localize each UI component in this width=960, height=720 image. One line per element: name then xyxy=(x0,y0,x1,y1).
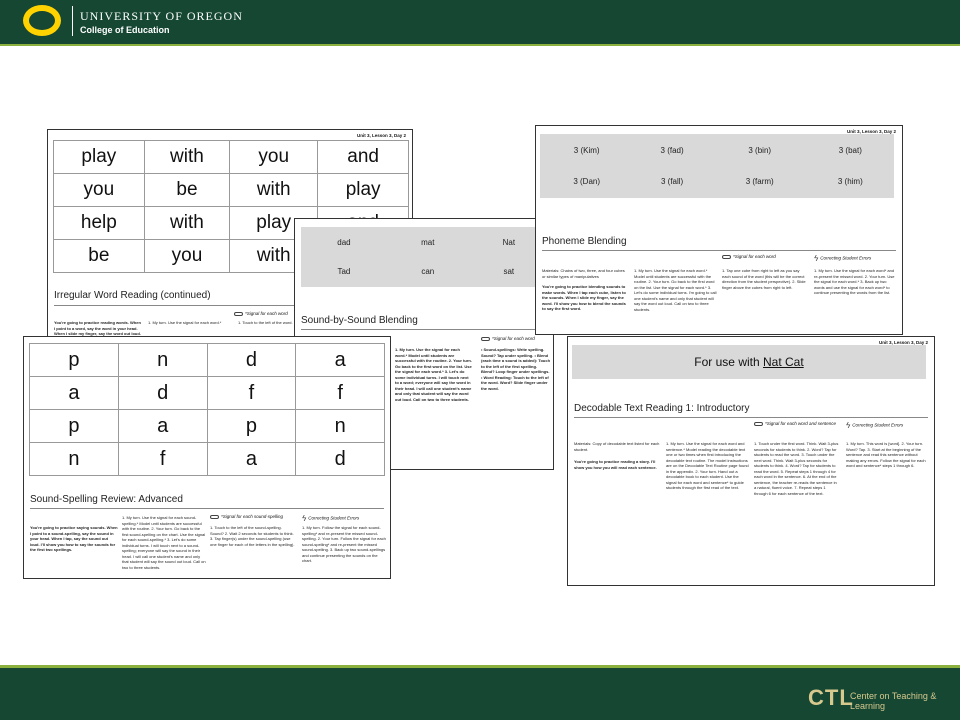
grid-cell: play xyxy=(230,207,318,240)
error-steps-label: 1. My turn. Follow the signal for each sound-spelling* and re-present the missed sound-spelling. 2. Your turn. Follow the signal for each sound-spelling* and re-present the missed sound-spelling. 3. Back up two sound-spellings and continue presenting the sounds on the chart. xyxy=(302,525,386,563)
card-decodable-text-reading xyxy=(567,336,935,586)
pointing-hand-icon xyxy=(722,255,731,259)
title-rule xyxy=(542,250,896,251)
grid-cell: f xyxy=(207,377,296,410)
grid-cell: d xyxy=(296,443,385,476)
grid-cell: you xyxy=(230,141,318,174)
table-row xyxy=(30,443,385,476)
word-banner xyxy=(540,134,894,198)
error-steps-text xyxy=(846,441,930,469)
signal-steps-label: 1. Touch under the first word. Think. Wait 3-plus seconds for students to think. 2. Word? Tap for students to read the word. 3. Touch under the next word. Think. Wait 3-plus seconds for students to think. 4. Word? Tap for students to read the word. 5. Repeat steps 1 through 4 for each word in the sentence. 6. At the end of the sentence, the teacher re-reads the sentence in a natural, fluent voice. 7. Repeat steps 1 through 6 for each sentence of the text. xyxy=(754,441,839,496)
steps-label: 1. My turn. Use the signal for each sound-spelling.* Model until students are successful with the routine. 2. Your turn. Go back to the first sound-spelling on the chart. Use the signal for each sound-spelling.* 3. Let's do some individual turns. I will touch next to a sound-spelling; everyone will say the sound in their head. I will call one student's name and only that student will say the sound out loud. Call on two to three students. xyxy=(122,515,206,570)
card-title: Irregular Word Reading (continued) xyxy=(54,290,211,301)
errors-heading xyxy=(302,514,359,523)
signal-heading xyxy=(754,421,840,426)
grid-cell: play xyxy=(54,141,145,174)
intro-text xyxy=(54,320,142,337)
signal-heading xyxy=(234,311,288,316)
grid-cell: with xyxy=(230,240,318,273)
title-rule xyxy=(301,329,549,330)
steps-text xyxy=(395,347,473,402)
grid-cell: d xyxy=(118,377,207,410)
errors-heading xyxy=(814,254,871,263)
grid-cell: f xyxy=(296,377,385,410)
intro-label: You're going to practice blending sounds to make words. When I tap each cube, listen to the sounds. When I slide my finger, say the word. I'll show you how to blend the sounds to say the first word. xyxy=(542,284,626,311)
signal-steps-text xyxy=(722,268,808,290)
card-title: Sound-by-Sound Blending xyxy=(301,315,418,326)
grid-cell: n xyxy=(30,443,119,476)
signal-label: *Signal for each word xyxy=(245,311,288,316)
word-banner xyxy=(301,227,549,287)
error-steps-label: 1. My turn. Use the signal for each word* and re-present the missed word. 2. Your turn. Use the signal for each word.* 3. Back up two words and use the signal for each word* to continue presenting the words from the list. xyxy=(814,268,895,295)
steps-text xyxy=(122,515,206,570)
signals-label: • Sound-spellings: Write spelling. Sound? Tap under spelling. • Blend (each time a sound is added): Touch to the left of the first spelling. Blend? Loop finger under spellings. • Word Reading: Touch to the left of the word. Word? Slide finger under the word. xyxy=(481,347,551,391)
word-cell: 3 (bin) xyxy=(748,146,772,155)
word-cell: Tad xyxy=(337,267,351,276)
table-row xyxy=(54,141,409,174)
word-cell: 3 (him) xyxy=(837,177,863,186)
grid-cell: be xyxy=(144,174,229,207)
errors-heading xyxy=(846,421,903,430)
pointing-hand-icon xyxy=(754,422,763,426)
signal-label: *Signal for each sound-spelling xyxy=(221,514,284,519)
signal-label: *Signal for each word and sentence xyxy=(765,421,837,426)
banner-book-title: Nat Cat xyxy=(763,355,804,369)
grid-cell: help xyxy=(54,207,145,240)
grid-cell: with xyxy=(144,207,229,240)
word-cell: 3 (Dan) xyxy=(573,177,601,186)
intro-label: You're going to practice reading a story. I'll show you how you will read each sentence. xyxy=(574,459,657,470)
intro-text xyxy=(542,284,628,312)
header-bar xyxy=(0,0,960,44)
word-cell: Nat xyxy=(502,238,516,247)
university-name: UNIVERSITY OF OREGON xyxy=(80,9,243,23)
title-rule xyxy=(30,508,384,509)
signal-heading xyxy=(210,514,283,519)
banner-prefix: For use with xyxy=(694,355,763,369)
steps-label: 1. My turn. Use the signal for each word.* Model until students are successful with the routine. 2. Your turn. Go back to the first word on the list. Use the signal for each word.* 3. Let's do some individual turns. I'm going to call one student's name and only that student will say the word out loud. Call on two to three students. xyxy=(634,268,717,312)
touch-label: 1. Touch to the left of the word. xyxy=(238,320,293,325)
card-title: Sound-Spelling Review: Advanced xyxy=(30,494,183,505)
materials-label: Materials: Chains of two, three, and four cubes or similar types of manipulatives xyxy=(542,268,625,279)
table-row xyxy=(30,410,385,443)
grid-cell: n xyxy=(118,344,207,377)
signal-steps-text xyxy=(210,525,296,547)
ctl-logo-mark: CTL xyxy=(808,685,854,710)
word-cell: dad xyxy=(337,238,351,247)
materials-text xyxy=(574,441,660,452)
card-title: Decodable Text Reading 1: Introductory xyxy=(574,403,750,414)
uo-o-logo-icon xyxy=(23,5,61,36)
errors-label: Correcting Student Errors xyxy=(820,255,872,261)
grid-cell: f xyxy=(118,443,207,476)
word-cell: 3 (fall) xyxy=(660,177,684,186)
table-row xyxy=(303,229,547,256)
intro-label: You're going to practice saying sounds. When I point to a sound-spelling, say the sound in your head. When I tap, say the sound out loud. I'll show you how to say the sounds for the first two spellings. xyxy=(30,525,118,552)
error-steps-label: 1. My turn. This word is [word]. 2. Your turn. Word? Tap. 3. Start at the beginning of the sentence and read this sentence without making any errors. Follow the signal for each word and sentence* steps 1 through 6. xyxy=(846,441,926,468)
signal-label: *Signal for each word xyxy=(492,336,535,341)
unit-label: Unit 3, Lesson 3, Day 2 xyxy=(356,133,406,138)
ctl-name: Center on Teaching & Learning xyxy=(850,691,937,711)
word-cell: can xyxy=(421,267,435,276)
grid-cell: a xyxy=(296,344,385,377)
grid-cell: d xyxy=(207,344,296,377)
table-row xyxy=(542,167,892,196)
pointing-hand-icon xyxy=(481,337,490,341)
footer-stripe xyxy=(0,665,960,668)
steps-label: 1. My turn. Use the signal for each word.* xyxy=(148,320,222,325)
pointing-hand-icon xyxy=(234,312,243,316)
table-row xyxy=(542,136,892,165)
error-steps-text xyxy=(814,268,898,296)
intro-text xyxy=(30,525,118,553)
unit-label: Unit 3, Lesson 3, Day 2 xyxy=(846,129,896,134)
steps-label: 1. My turn. Use the signal for each word and sentence.* Model reading the decodable text one or two times when first introducing the decodable text routine. The model instructions are on the Decodable Text Routine page found in the appendix. 2. Your turn. Hand out a decodable book to each student. Use the signal for each word and sentence* to guide students through the first read of the text. xyxy=(666,441,749,490)
errors-label: Correcting Student Errors xyxy=(852,422,904,428)
materials-text xyxy=(542,268,628,279)
grid-cell: with xyxy=(230,174,318,207)
grid-cell: p xyxy=(30,344,119,377)
word-cell: sat xyxy=(503,267,515,276)
signal-steps-label: 1. Touch to the left of the sound-spelling. Sound? 2. Wait 2 seconds for students to think. 3. Tap finger(s) under the sound-spelling (use one finger for each of the letters in the spelling). xyxy=(210,525,295,547)
signals-text xyxy=(481,347,551,391)
steps-text xyxy=(148,320,232,326)
word-cell: 3 (fad) xyxy=(660,146,684,155)
word-cell: 3 (bat) xyxy=(838,146,862,155)
intro-text xyxy=(574,459,660,470)
signal-label: *Signal for each word xyxy=(733,254,776,259)
college-name: College of Education xyxy=(80,25,170,35)
grid-cell: be xyxy=(54,240,145,273)
card-sound-spelling-review xyxy=(23,336,391,579)
header-divider xyxy=(72,6,73,36)
word-cell: 3 (Kim) xyxy=(573,146,600,155)
grid-cell: you xyxy=(144,240,229,273)
unit-label: Unit 3, Lesson 3, Day 2 xyxy=(878,340,928,345)
grid-cell: play xyxy=(318,174,409,207)
word-cell: 3 (farm) xyxy=(745,177,774,186)
signal-heading xyxy=(722,254,776,259)
materials-label: Materials: Copy of decodable text listed for each student. xyxy=(574,441,660,452)
signal-steps-label: 1. Tap one cube from right to left as you say each sound of the word (this will be the correct direction from the student perspective). 2. Slide finger above the cubes from right to left. xyxy=(722,268,806,290)
lightning-bolt-icon: ϟ xyxy=(814,254,819,263)
grid-cell: you xyxy=(54,174,145,207)
table-row xyxy=(54,174,409,207)
table-row xyxy=(30,344,385,377)
table-row xyxy=(303,258,547,285)
book-banner xyxy=(572,345,926,379)
steps-text xyxy=(666,441,750,491)
lightning-bolt-icon: ϟ xyxy=(302,514,307,523)
grid-cell: a xyxy=(118,410,207,443)
footer-bar xyxy=(0,665,960,720)
word-cell: mat xyxy=(421,238,435,247)
grid-cell: with xyxy=(144,141,229,174)
letter-grid xyxy=(29,343,385,476)
title-rule xyxy=(574,417,928,418)
intro-label: You're going to practice reading words. When I point to a word, say the word in your head. When I slide my finger, say the word out loud. xyxy=(54,320,141,336)
grid-cell: p xyxy=(207,410,296,443)
grid-cell: n xyxy=(296,410,385,443)
card-phoneme-blending xyxy=(535,125,903,335)
pointing-hand-icon xyxy=(210,515,219,519)
signal-heading xyxy=(481,336,535,341)
steps-text xyxy=(634,268,718,312)
header-stripe xyxy=(0,44,960,46)
grid-cell: a xyxy=(207,443,296,476)
table-row xyxy=(30,377,385,410)
grid-cell: p xyxy=(30,410,119,443)
errors-label: Correcting Student Errors xyxy=(308,515,360,521)
steps-label: 1. My turn. Use the signal for each word.* Model until students are successful with the routine. 2. Your turn. Go back to the first word on the list. Use the signal for each word.* 3. Let's do some individual turns. I will touch next to a word; everyone will say the word in their head. I will call one student's name and only that student will say the word out loud. Call on two to three students. xyxy=(395,347,472,402)
signal-steps-text xyxy=(754,441,840,496)
grid-cell: a xyxy=(30,377,119,410)
lightning-bolt-icon: ϟ xyxy=(846,421,851,430)
card-title: Phoneme Blending xyxy=(542,236,627,247)
error-steps-text xyxy=(302,525,386,564)
grid-cell: and xyxy=(318,141,409,174)
